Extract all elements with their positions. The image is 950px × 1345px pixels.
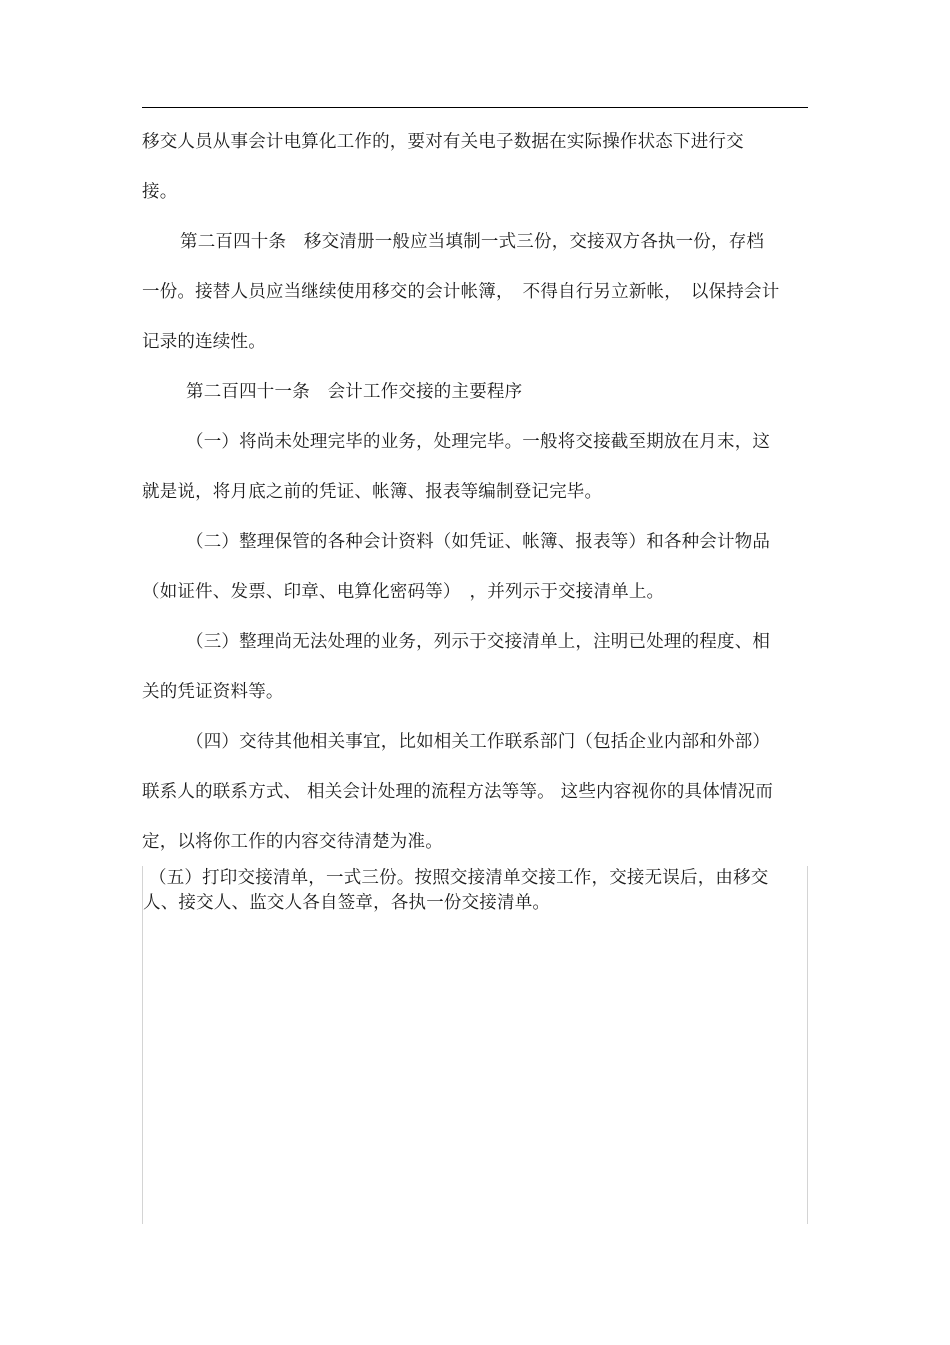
article-240-heading-line: 第二百四十条 移交清册一般应当填制一式三份，交接双方各执一份，存档 [180,232,765,252]
item-3-line-1: （三）整理尚无法处理的业务，列示于交接清单上，注明已处理的程度、相 [186,632,771,652]
header-rule [142,107,808,108]
item-2-line-1: （二）整理保管的各种会计资料（如凭证、帐簿、报表等）和各种会计物品 [186,532,771,552]
item-4-line-3: 定，以将你工作的内容交待清楚为准。 [142,832,443,852]
item-3-line-2: 关的凭证资料等。 [142,682,284,702]
text-line-2: 接。 [142,182,178,202]
item-1-line-2: 就是说，将月底之前的凭证、帐簿、报表等编制登记完毕。 [142,482,603,502]
text-line-4: 一份。接替人员应当继续使用移交的会计帐簿， 不得自行另立新帐， 以保持会计 [142,282,780,302]
item-2-line-2: （如证件、发票、印章、电算化密码等） ，并列示于交接清单上。 [142,582,665,602]
item-5-line-2: 人、接交人、监交人各自签章，各执一份交接清单。 [143,893,551,913]
text-line-5: 记录的连续性。 [142,332,266,352]
text-line-1: 移交人员从事会计电算化工作的，要对有关电子数据在实际操作状态下进行交 [142,132,744,152]
item-1-line-1: （一）将尚未处理完毕的业务，处理完毕。一般将交接截至期放在月末，这 [186,432,771,452]
item-5-text-box [142,866,808,1224]
item-5-line-1: （五）打印交接清单，一式三份。按照交接清单交接工作，交接无误后，由移交 [149,868,769,888]
item-4-line-2: 联系人的联系方式、 相关会计处理的流程方法等等。 这些内容视你的具体情况而 [142,782,774,802]
article-241-heading: 第二百四十一条 会计工作交接的主要程序 [186,382,523,402]
item-4-line-1: （四）交待其他相关事宜，比如相关工作联系部门（包括企业内部和外部） [186,732,771,752]
